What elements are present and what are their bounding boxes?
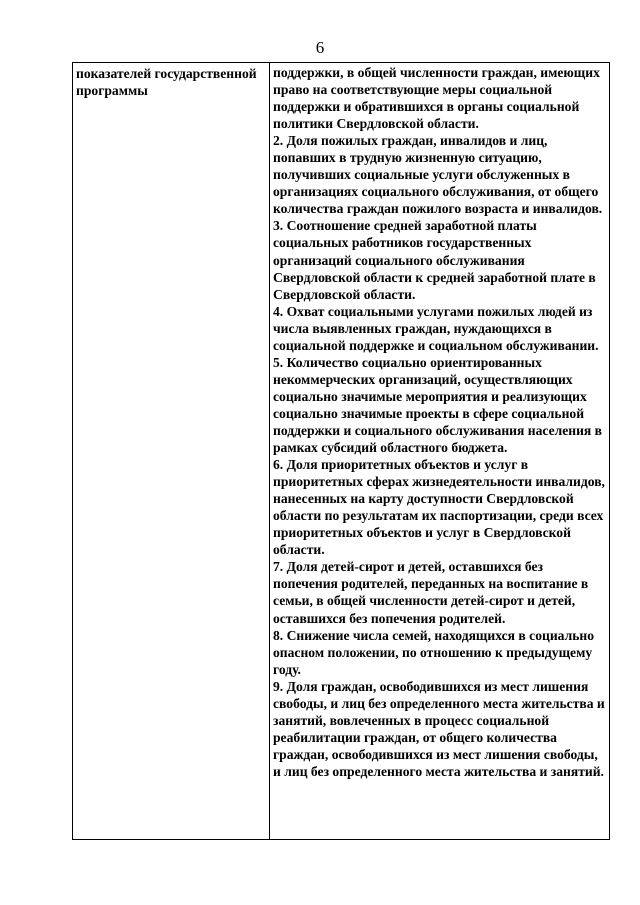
indicator-paragraph-continuation: поддержки, в общей численности граждан, имеющих право на соответствующие меры социальной поддержки и обратившихся в органы социальной политики Свердловской области.	[273, 65, 600, 132]
page-number: 6	[315, 38, 325, 57]
indicator-paragraph-6: 6. Доля приоритетных объектов и услуг в приоритетных сферах жизнедеятельности инвалидов, нанесенных на карту доступности Свердловской области по результатам их паспортизации, среди всех приоритетных объектов и услуг в Свердловской области.	[273, 457, 605, 558]
table-right-cell	[270, 63, 609, 839]
indicator-paragraph-3: 3. Соотношение средней заработной платы социальных работников государственных организаций социального обслуживания Свердловской области к средней заработной плате в Свердловской области.	[273, 218, 596, 302]
indicators-table	[72, 62, 610, 840]
indicator-paragraph-9: 9. Доля граждан, освободившихся из мест лишения свободы, и лиц без определенного места жительства и занятий, вовлеченных в процесс социальной реабилитации граждан, от общего количества граждан, освободившихся из мест лишения свободы, и лиц без определенного места жительства и занятий.	[273, 678, 605, 779]
indicator-paragraph-5: 5. Количество социально ориентированных некоммерческих организаций, осуществляющих социально значимые мероприятия и реализующих социально значимые проекты в сфере социальной поддержки и социального обслуживания населения в рамках субсидий областного бюджета.	[273, 354, 603, 456]
indicator-paragraph-8: 8. Снижение числа семей, находящихся в социально опасном положении, по отношению к предыдущему году.	[273, 627, 595, 677]
table-left-cell: показателей государственной программы	[73, 63, 270, 839]
indicator-paragraph-7: 7. Доля детей-сирот и детей, оставшихся без попечения родителей, переданных на воспитание в семьи, в общей численности детей-сирот и детей, оставшихся без попечения родителей.	[273, 559, 589, 626]
indicator-paragraph-4: 4. Охват социальными услугами пожилых людей из числа выявленных граждан, нуждающихся в социальной поддержке и социальном обслуживании.	[273, 303, 599, 353]
indicator-paragraph-2: 2. Доля пожилых граждан, инвалидов и лиц, попавших в трудную жизненную ситуацию, получивших социальные услуги обслуженных в организациях социального обслуживания, от общего количества граждан пожилого возраста и инвалидов.	[273, 133, 603, 217]
